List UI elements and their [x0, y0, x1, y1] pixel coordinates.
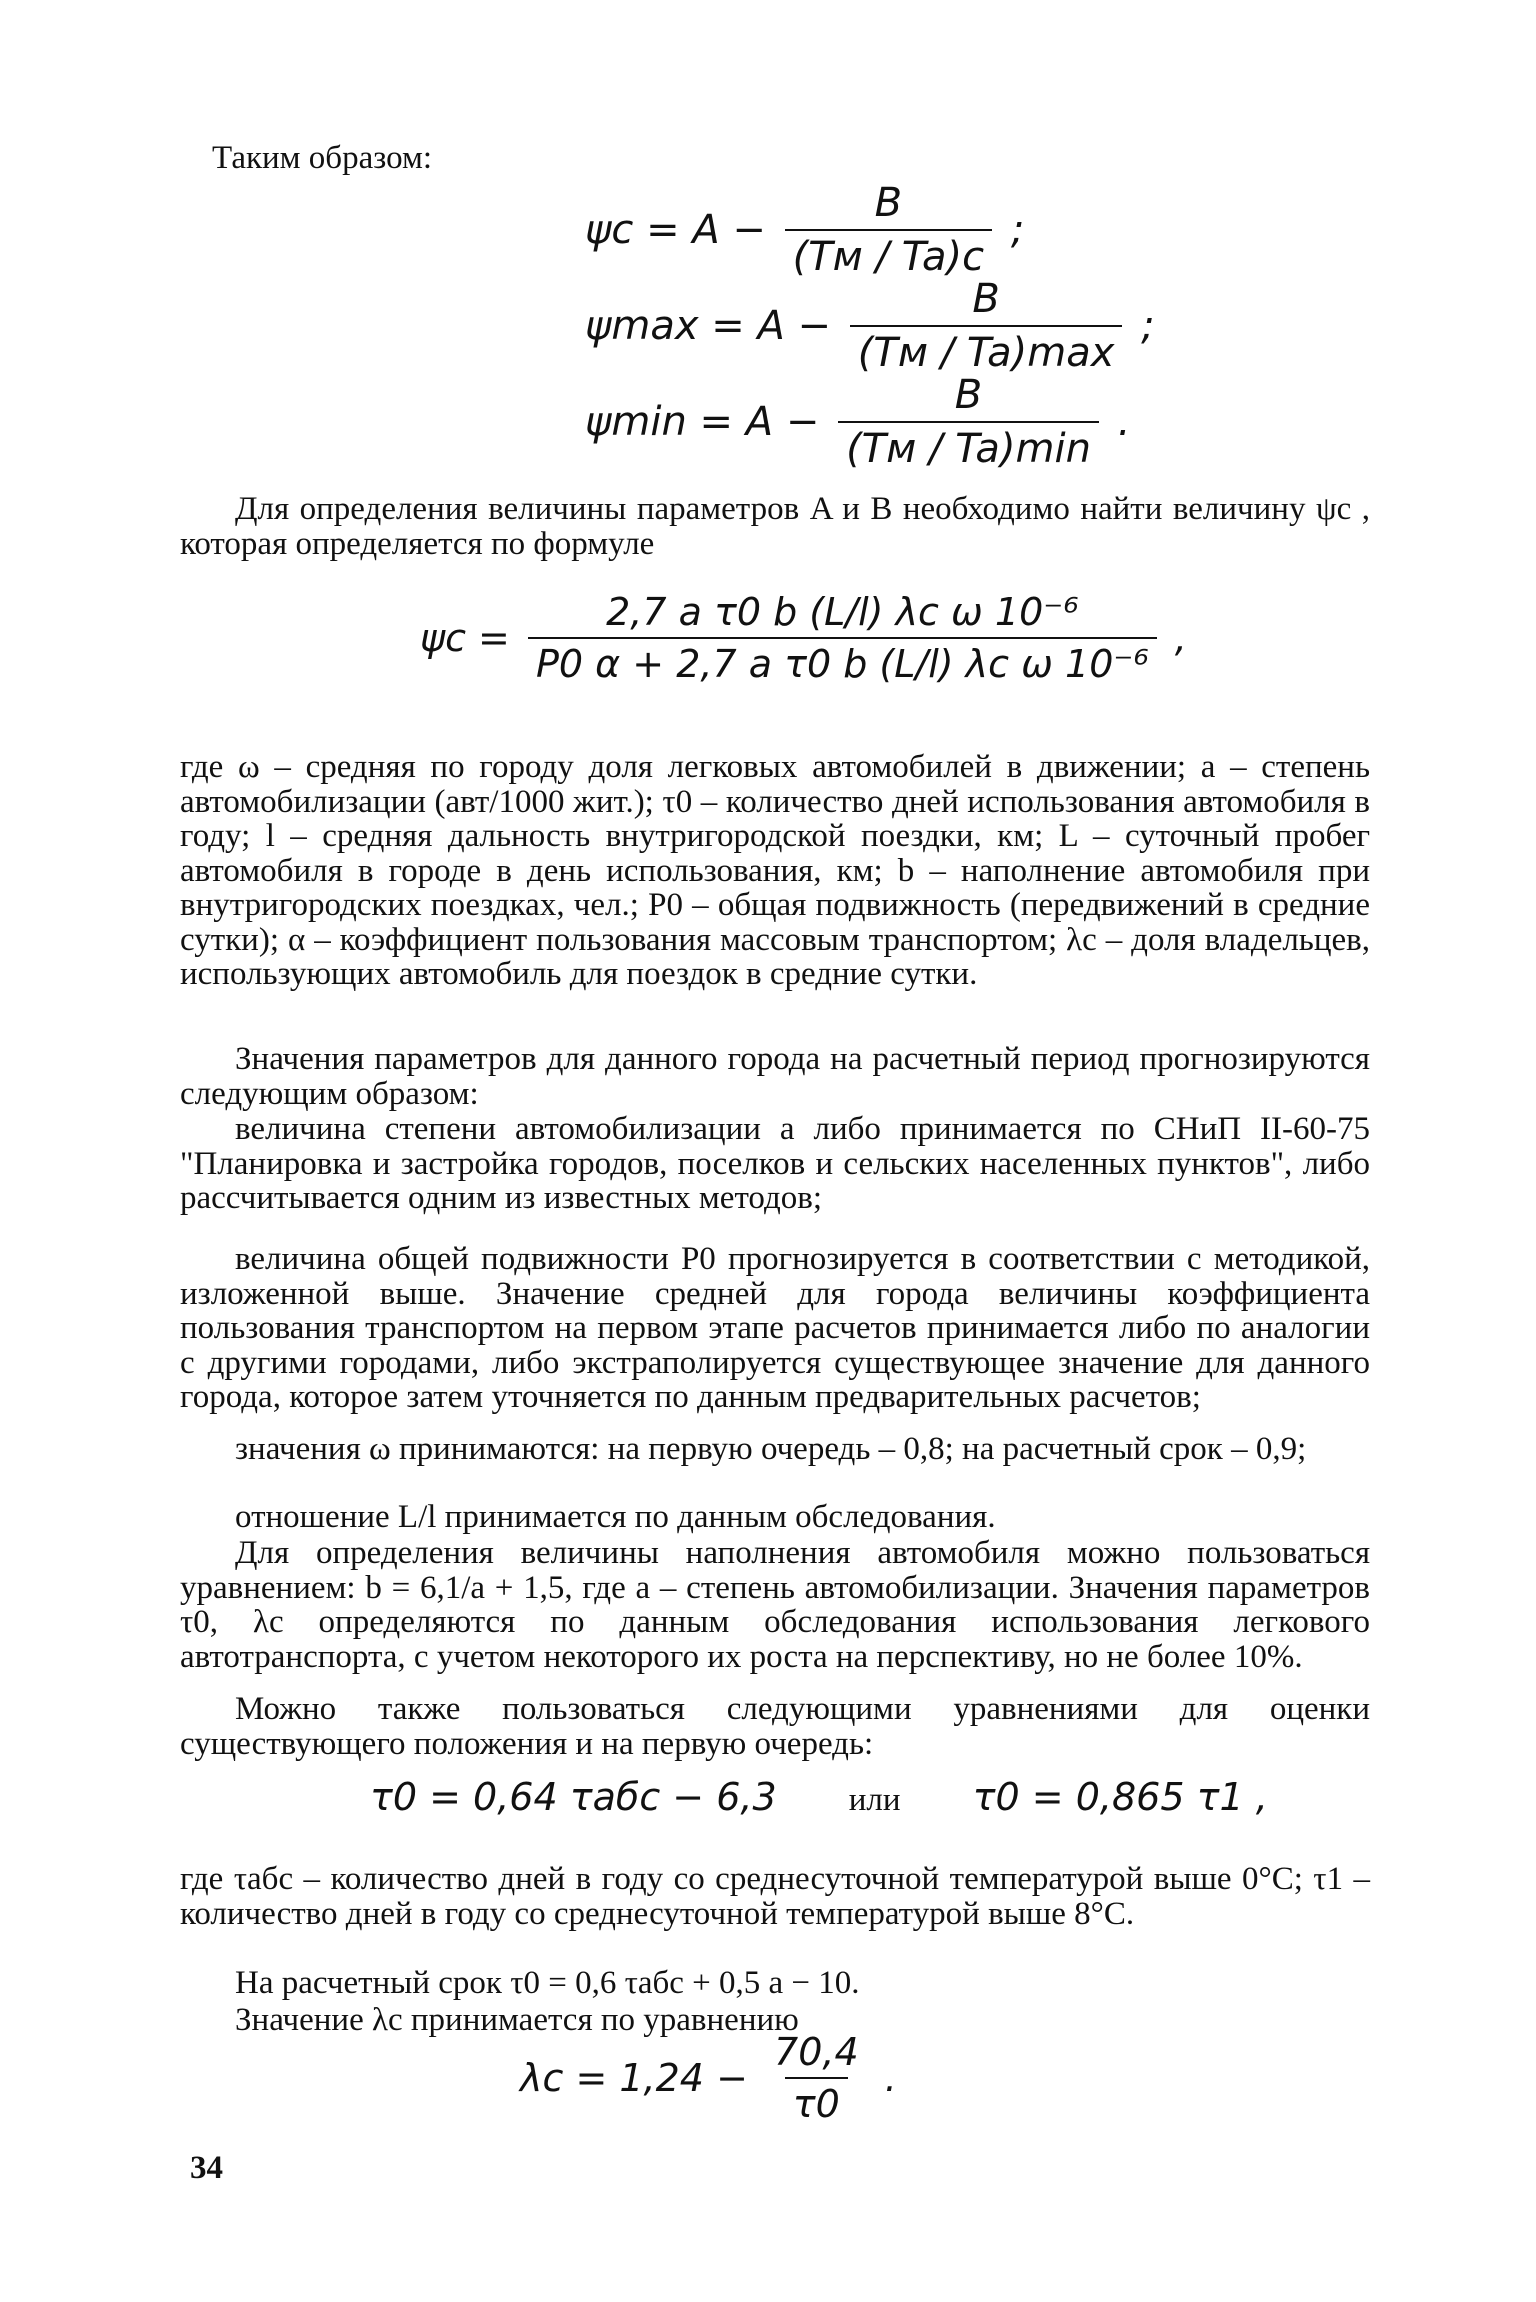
formula-lambda-lhs: λc = 1,24 −: [520, 2056, 748, 2100]
formula-main-lhs: ψc =: [420, 616, 510, 660]
formula-psi-min-fraction: [838, 372, 1099, 472]
formula-psi-min-lhs: ψmin = A −: [585, 399, 820, 445]
formula-tau-second: τ0 = 0,865 τ1 ,: [972, 1775, 1268, 1819]
intro-label: Таким образом:: [212, 140, 433, 176]
formula-psi-c-lhs: ψc = A −: [585, 207, 766, 253]
formula-lambda-fraction: [766, 2030, 867, 2126]
formula-psi-c-end: ;: [1010, 207, 1025, 253]
formula-psi-min-denominator: (Tм / Ta)min: [838, 421, 1099, 472]
formula-psi-c-fraction: [785, 180, 992, 280]
formula-lambda-numerator: 70,4: [774, 2030, 859, 2074]
paragraph-motorization: величина степени автомобилизации a либо принимается по СНиП II-60-75 "Планировка и застройка городов, поселков и сельских населенных пунктов", либо рассчитывается одним из известных методов;: [180, 1111, 1370, 1216]
paragraph-omega-values: значения ω принимаются: на первую очередь – 0,8; на расчетный срок – 0,9;: [235, 1431, 1307, 1467]
formula-psi-c-numerator: B: [874, 180, 903, 226]
formula-psi-c: [585, 180, 1024, 280]
formula-tau-first: τ0 = 0,64 τабс − 6,3: [370, 1775, 777, 1819]
formula-main-numerator: 2,7 a τ0 b (L/l) λc ω 10⁻⁶: [606, 590, 1079, 634]
paragraph-parameters: Для определения величины параметров A и B необходимо найти величину ψc , которая определяется по формуле: [180, 491, 1370, 562]
formula-psi-c-denominator: (Tм / Ta)c: [785, 229, 992, 280]
formula-psi-min-end: .: [1117, 399, 1131, 445]
paragraph-occupancy: Для определения величины наполнения автомобиля можно пользоваться уравнением: b = 6,1/a + 1,5, где a – степень автомобилизации. Значения параметров τ0, λc определяются по данным обследования использования легкового автотранспорта, с учетом некоторого их роста на перспективу, но не более 10%.: [180, 1535, 1370, 1675]
formula-main-end: ,: [1174, 616, 1187, 660]
formula-psi-max-numerator: B: [972, 276, 1000, 322]
formula-psi-max-fraction: [850, 276, 1123, 376]
paragraph-mobility: величина общей подвижности P0 прогнозируется в соответствии с методикой, изложенной выше. Значение средней для города величины коэффициента пользования транспортом на первом этапе расчетов принимается либо по аналогии с другими городами, либо экстраполируется существующее значение для данного города, которое затем уточняется по данным предварительных расчетов;: [180, 1241, 1370, 1415]
formula-lambda: [520, 2030, 897, 2126]
page-number: 34: [190, 2150, 223, 2186]
formula-main-fraction: [528, 590, 1157, 686]
formula-main-denominator: P0 α + 2,7 a τ0 b (L/l) λc ω 10⁻⁶: [528, 637, 1157, 686]
formula-or-word: или: [848, 1782, 901, 1818]
formula-lambda-denominator: τ0: [785, 2077, 848, 2126]
paragraph-equations-intro: Можно также пользоваться следующими уравнениями для оценки существующего положения и на первую очередь:: [180, 1691, 1370, 1762]
paragraph-forecast-intro: Значения параметров для данного города на расчетный период прогнозируются следующим образом:: [180, 1041, 1370, 1112]
formula-tau-row: [370, 1775, 1268, 1819]
formula-psi-max-end: ;: [1141, 303, 1155, 349]
formula-lambda-end: .: [884, 2056, 897, 2100]
formula-psi-c-main: [420, 590, 1187, 686]
paragraph-ratio: отношение L/l принимается по данным обследования.: [235, 1499, 996, 1535]
paragraph-where-definitions: где ω – средняя по городу доля легковых автомобилей в движении; a – степень автомобилизации (авт/1000 жит.); τ0 – количество дней использования автомобиля в году; l – средняя дальность внутригородской поездки, км; L – суточный пробег автомобиля в городе в день использования, км; b – наполнение автомобиля при внутригородских поездках, чел.; P0 – общая подвижность (передвижений в средние сутки); α – коэффициент пользования массовым транспортом; λc – доля владельцев, использующих автомобиль для поездок в средние сутки.: [180, 749, 1370, 992]
formula-psi-max: [585, 276, 1155, 376]
paragraph-tau-definitions: где τабс – количество дней в году со среднесуточной температурой выше 0°С; τ1 – количество дней в году со среднесуточной температурой выше 8°С.: [180, 1861, 1370, 1932]
formula-psi-min-numerator: B: [954, 372, 983, 418]
formula-psi-min: [585, 372, 1130, 472]
formula-psi-max-denominator: (Tм / Ta)max: [850, 325, 1123, 376]
paragraph-forecast-tau: На расчетный срок τ0 = 0,6 τабс + 0,5 a − 10.: [235, 1965, 860, 2001]
formula-psi-max-lhs: ψmax = A −: [585, 303, 832, 349]
paragraph-lambda-intro: Значение λc принимается по уравнению: [235, 2002, 799, 2038]
